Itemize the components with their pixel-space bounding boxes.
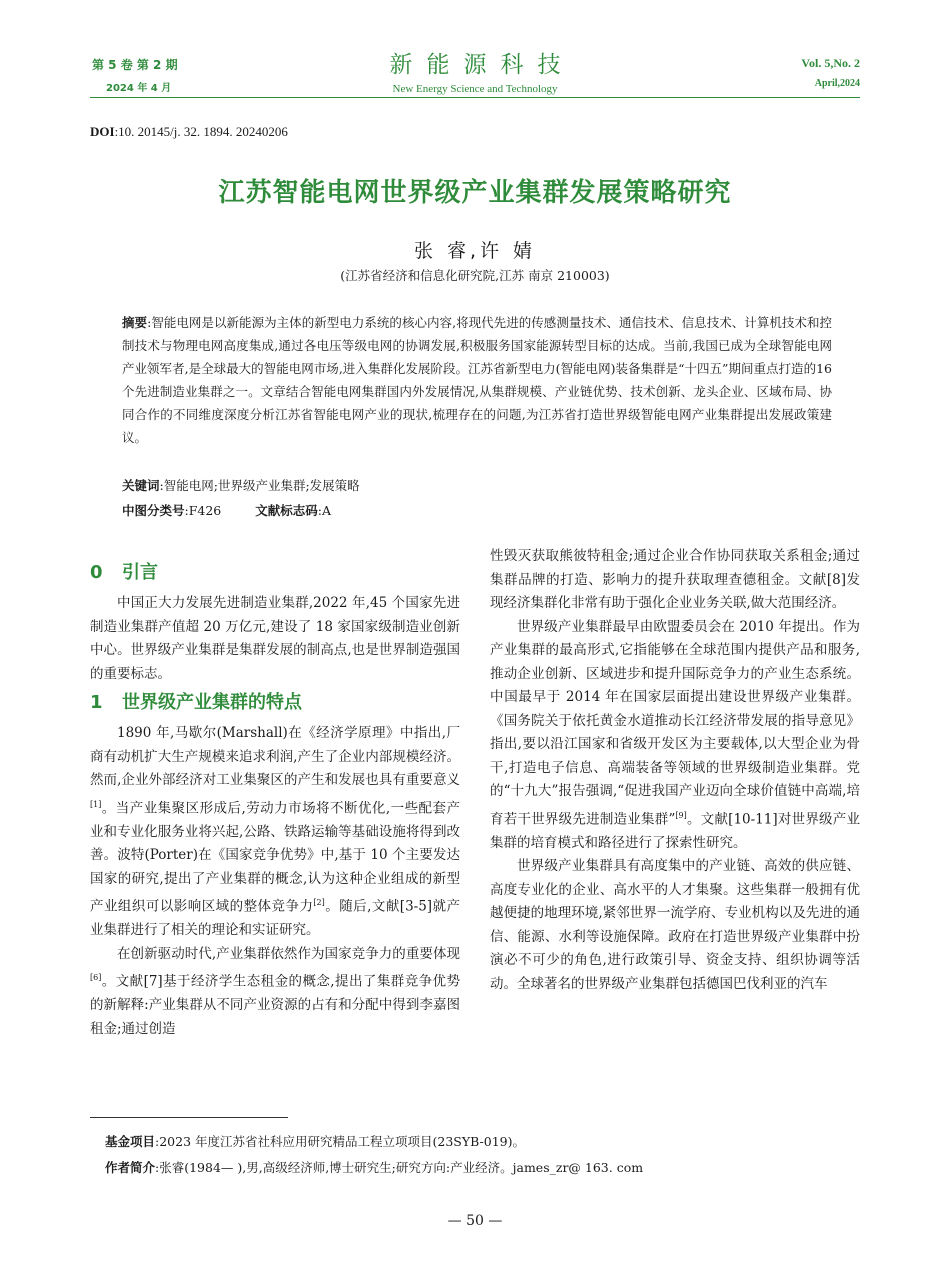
doi-label: DOI [90,124,115,139]
clc-label: 中图分类号 [122,503,185,518]
header-right [801,56,860,89]
journal-title-cn: 新能源科技 [389,52,575,78]
date-en: April,2024 [814,78,860,89]
intro-paragraph: 中国正大力发展先进制造业集群,2022 年,45 个国家先进制造业集群产值超 20 万亿元,建设了 18 家国家级制造业创新中心。世界级产业集群是集群发展的制高点,也是世界制造强国的重要标志。 [90,595,460,682]
date-cn: 2024 年 4 月 [106,83,172,94]
header-divider [90,97,860,98]
continued-paragraph: 性毁灭获取熊彼特租金;通过企业合作协同获取关系租金;通过集群品牌的打造、影响力的提升获取理查德租金。文献[8]发现经济集群化非常有助于强化企业业务关联,做大范围经济。 [490,548,860,611]
section-1-number: 1 [90,692,103,713]
volume-issue-cn: 第 5 卷 第 2 期 [92,58,178,72]
section-1-title: 世界级产业集群的特点 [122,692,302,713]
fund-label: 基金项目 [105,1134,156,1149]
doc-code-value: :A [317,503,332,518]
footnote-divider [90,1117,288,1118]
author-bio [105,1158,643,1176]
keywords-label: 关键词 [122,478,160,493]
text-run: 在创新驱动时代,产业集群依然作为国家竞争力的重要体现 [117,945,460,962]
page-number: — 50 — [447,1213,503,1229]
doc-code-label: 文献标志码 [255,503,318,518]
section-1-paragraph-1 [90,722,460,943]
section-0-heading [90,558,460,588]
classification [122,501,331,519]
citation-6[interactable]: [6] [90,973,102,982]
keywords [122,476,360,494]
left-column [90,556,460,1041]
authors: 张 睿,许 婧 [413,240,537,262]
volume-issue-en: Vol. 5,No. 2 [801,56,860,70]
affiliation: (江苏省经济和信息化研究院,江苏 南京 210003) [340,268,610,283]
abstract [122,311,832,449]
citation-9[interactable]: [9] [675,810,687,820]
section-0-title: 引言 [122,562,158,583]
bio-text: :张睿(1984— ),男,高级经济师,博士研究生;研究方向:产业经济。james_zr@ 163. com [155,1160,644,1175]
text-run: 。当产业集聚区形成后,劳动力市场将不断优化,一些配套产业和专业化服务业将兴起,公路、铁路运输等基础设施将得到改善。波特(Porter)在《国家竞争优势》中,基于 10 个主要发达国家的研究,提出了产业集群的概念,认为这种企业组成的新型产业组织可以影响区域的整体竞争力 [90,800,460,915]
doi-value: :10. 20145/j. 32. 1894. 20240206 [114,124,288,139]
journal-title-en: New Energy Science and Technology [392,83,558,95]
text-run: 世界级产业集群最早由欧盟委员会在 2010 年提出。作为产业集群的最高形式,它指能够在全球范围内提供产品和服务,推动企业创新、区域进步和提升国际竞争力的产业生态系统。中国最早于 2014 年在国家层面提出建设世界级产业集群。《国务院关于依托黄金水道推动长江经济带发展的指导意见》指出,要以沿江国家和省级开发区为主要载体,以大型企业为骨干,打造电子信息、高端装备等领域的世界级制造业集群。党的“十九大”报告强调,“促进我国产业迈向全球价值链中高端,培育若干世界级先进制造业集群” [490,618,860,827]
article-title: 江苏智能电网世界级产业集群发展策略研究 [218,178,732,208]
text-run: 。文献[10-11]对世界级产业集群的培育模式和路径进行了探索性研究。 [490,811,861,851]
doi-line[interactable] [90,124,288,140]
text-run: 。随后,文献[3-5]就产业集群进行了相关的理论和实证研究。 [90,898,460,938]
section-1-heading [90,688,460,718]
section-0-number: 0 [90,562,103,583]
fund-text: :2023 年度江苏省社科应用研究精品工程立项项目(23SYB-019)。 [155,1134,525,1149]
abstract-text: :智能电网是以新能源为主体的新型电力系统的核心内容,将现代先进的传感测量技术、通信技术、信息技术、计算机技术和控制技术与物理电网高度集成,通过各电压等级电网的协调发展,积极服务国家能源转型目标的达成。当前,我国已成为全球智能电网产业领军者,是全球最大的智能电网市场,进入集群化发展阶段。江苏省新型电力(智能电网)装备集群是“十四五”期间重点打造的16个先进制造业集群之一。文章结合智能电网集群国内外发展情况,从集群规模、产业链优势、技术创新、龙头企业、区域布局、协同合作的不同维度深度分析江苏省智能电网产业的现状,梳理存在的问题,为江苏省打造世界级智能电网产业集群提出发展政策建议。 [122,315,832,445]
clc-value: :F426 [184,503,222,518]
citation-1[interactable]: [1] [90,799,102,809]
world-cluster-paragraph [490,616,860,856]
citation-2[interactable]: [2] [313,898,325,907]
section-1-paragraph-2 [90,943,460,1042]
right-column [490,545,860,996]
funding-note [105,1132,525,1150]
abstract-label: 摘要 [122,315,148,330]
bio-label: 作者简介 [105,1160,156,1175]
keywords-text: :智能电网;世界级产业集群;发展策略 [159,478,360,493]
text-run: 1890 年,马歇尔(Marshall)在《经济学原理》中指出,厂商有动机扩大生产规模来追求利润,产生了企业内部规模经济。然而,企业外部经济对工业集聚区的产生和发展也具有重要意义 [90,725,460,788]
text-run: 。文献[7]基于经济学生态租金的概念,提出了集群竞争优势的新解释:产业集群从不同产业资源的占有和分配中得到李嘉图租金;通过创造 [90,973,460,1037]
characteristics-paragraph: 世界级产业集群具有高度集中的产业链、高效的供应链、高度专业化的企业、高水平的人才集聚。这些集群一般拥有优越便捷的地理环境,紧邻世界一流学府、专业机构以及先进的通信、能源、水利等设施保障。政府在打造世界级产业集群中扮演必不可少的角色,进行政策引导、资金支持、组织协调等活动。全球著名的世界级产业集群包括德国巴伐利亚的汽车 [490,858,860,992]
